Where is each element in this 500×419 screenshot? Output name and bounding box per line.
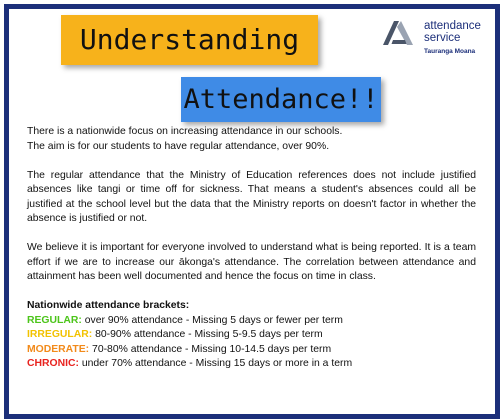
bracket-name: REGULAR: [27,314,82,326]
attendance-service-logo [380,18,485,62]
bracket-moderate [27,343,476,358]
ministry-paragraph: The regular attendance that the Ministry of Education references does not include justified absences like tangi or time off for sickness. That means a student's absences could all be justified at the school level but the data that the Ministry reports on doesn't factor in whether the absence is justified or not. [27,169,476,224]
title-understanding: Understanding [61,15,318,65]
logo-text-service: service [424,32,461,44]
bracket-name: MODERATE: [27,343,90,355]
bracket-name: CHRONIC: [27,358,79,369]
intro-paragraph [27,125,476,154]
bracket-chronic [27,357,476,372]
bracket-irregular [27,328,476,343]
bracket-desc: 70-80% attendance - Missing 10-14.5 days per term [89,343,332,355]
body-text [27,125,476,372]
intro-line-1: There is a nationwide focus on increasing attendance in our schools. [27,126,343,137]
bracket-regular [27,314,476,329]
team-effort-paragraph: We believe it is important for everyone involved to understand what is being reported. It is a team effort if we are to increase our ākonga's attendance. The correlation between attendance and attainment has been well documented and hence the focus on time in class. [27,242,476,282]
brackets-heading: Nationwide attendance brackets: [27,300,190,311]
bracket-desc: over 90% attendance - Missing 5 days or fewer per term [81,314,343,326]
logo-a-icon [380,20,416,46]
brackets-list [27,299,476,372]
title-attendance: Attendance!! [181,77,381,122]
bracket-desc: 80-90% attendance - Missing 5-9.5 days per term [92,329,323,340]
logo-subtitle: Tauranga Moana [424,48,476,55]
bracket-name: IRREGULAR: [27,329,93,340]
intro-line-2: The aim is for our students to have regular attendance, over 90%. [27,140,330,152]
bracket-desc: under 70% attendance - Missing 15 days or more in a term [78,358,353,369]
logo-text-attendance: attendance [424,20,481,32]
